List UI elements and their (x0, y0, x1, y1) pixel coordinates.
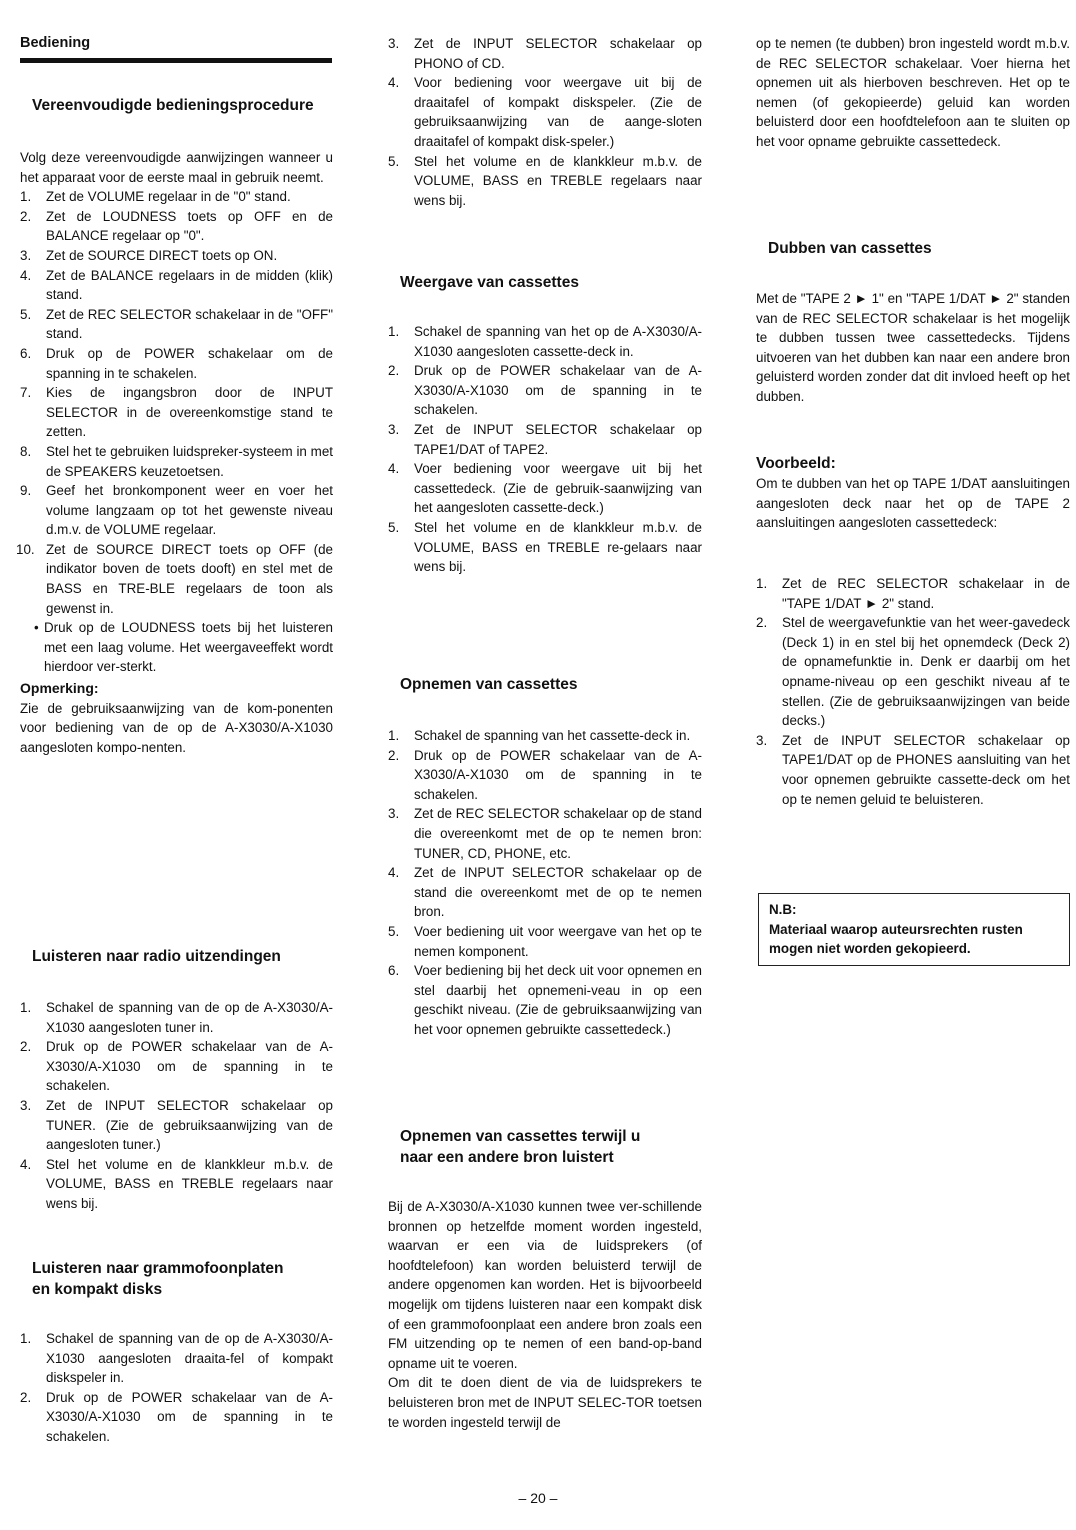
loudness-bullet-text: Druk op de LOUDNESS toets bij het luisteren met een laag volume. Het weergaveeffekt wordt hierdoor ver-sterkt. (44, 620, 333, 675)
dub-body (756, 289, 1070, 407)
example-label: Voorbeeld: (756, 455, 836, 472)
list-item-number: 3. (388, 806, 400, 822)
nb-box (758, 893, 1070, 966)
list-item-number: 3. (20, 247, 32, 263)
record-listen-body (388, 1197, 702, 1432)
list-item (388, 726, 702, 746)
list-item-text: Stel het volume en de klankkleur m.b.v. de VOLUME, BASS en TREBLE regelaars naar wens bij. (414, 153, 702, 208)
list-item-text: Zet de SOURCE DIRECT toets op ON. (46, 247, 278, 263)
list-item-number: 1. (388, 324, 400, 339)
list-item-text: Kies de ingangsbron door de INPUT SELECTOR in de overeenkomstige stand te zetten. (46, 385, 333, 440)
phono-cont-steps (388, 34, 702, 210)
page-number: – 20 – (518, 1490, 558, 1506)
list-item-number: 4. (20, 267, 32, 283)
list-item (20, 1155, 333, 1214)
list-item-number: 3. (388, 36, 400, 51)
list-item-number: 2. (388, 363, 400, 379)
list-item-text: Zet de SOURCE DIRECT toets op OFF (de indikator boven de toets dooft) en stel met de BASS en TRE-BLE regelaars de toon als gewenst in. (46, 541, 333, 616)
phono-body (20, 1329, 333, 1447)
list-item-number: 2. (388, 747, 400, 763)
list-item-text: Stel het volume en de klankkleur m.b.v. de VOLUME, BASS en TREBLE re-gelaars naar wens bij. (414, 519, 702, 575)
record-listen-cont-text: op te nemen (te dubben) bron ingesteld wordt m.b.v. de REC SELECTOR schakelaar. Voer hierna het opnemen uit als hierboven beschreven. Het op te nemen (of gekopieerde) geluid kan worden beluisterd door een hoofdtelefoon aan te sluiten op het voor opname gebruikte cassettedeck. (756, 36, 1070, 149)
playback-title: Weergave van cassettes (400, 274, 579, 291)
list-item-text: Zet de VOLUME regelaar in de "0" stand. (46, 189, 291, 205)
list-item-text: Zet de INPUT SELECTOR schakelaar op TUNER. (Zie de gebruiksaanwijzing van de aangesloten tuner.) (46, 1097, 333, 1153)
list-item-number: 2. (20, 208, 32, 224)
nb-label: N.B: (769, 902, 797, 917)
nb-text: Materiaal waarop auteursrechten rusten mogen niet worden gekopieerd. (769, 921, 1023, 957)
list-item-text: Voor bediening voor weergave uit bij de draaitafel of kompakt diskspeler. (Zie de gebruiksaanwijzing van de aange-sloten draaitafel of kompakt disk-speler.) (414, 75, 702, 149)
list-item-text: Stel het te gebruiken luidspreker-systeem in met de SPEAKERS keuzetoetsen. (46, 443, 333, 479)
list-item-text: Schakel de spanning van de op de A-X3030/A-X1030 aangesloten tuner in. (46, 1000, 333, 1035)
list-item (388, 34, 702, 73)
section-rule (20, 58, 332, 63)
list-item-text: Zet de LOUDNESS toets op OFF en de BALANCE regelaar op "0". (46, 208, 333, 244)
list-item-text: Voer bediening voor weergave uit bij het cassettedeck. (Zie de gebruik-saanwijzing van het aangesloten cassette-deck.) (414, 461, 702, 516)
note-text: Zie de gebruiksaanwijzing van de kom-ponenten voor bediening van de op de A-X3030/A-X1030 aangesloten kompo-nenten. (20, 700, 333, 755)
list-item-text: Schakel de spanning van het op de A-X3030/A-X1030 aangesloten cassette-deck in. (414, 324, 702, 359)
list-item (20, 1037, 333, 1096)
record-listen-title (400, 1126, 700, 1168)
list-item-number: 5. (388, 519, 400, 535)
phono-title (32, 1258, 332, 1300)
example-text: Om te dubben van het op TAPE 1/DAT aansluitingen aangesloten deck naar het op de TAPE 2 aansluitingen aangesloten cassettedeck: (756, 476, 1070, 531)
list-item-number: 6. (20, 345, 32, 361)
list-item (756, 574, 1070, 613)
list-item (388, 361, 702, 420)
list-item (388, 420, 702, 459)
phono-steps (20, 1329, 333, 1447)
list-item-text: Druk op de POWER schakelaar om de spanning in te schakelen. (46, 345, 333, 381)
list-item (20, 207, 333, 246)
phono-cont-body (388, 34, 702, 210)
list-item (20, 383, 333, 442)
list-item (20, 344, 333, 383)
list-item-text: Zet de REC SELECTOR schakelaar in de "TAPE 1/DAT ► 2" stand. (782, 576, 1070, 611)
simple-procedure-body (16, 148, 333, 757)
list-item (756, 613, 1070, 731)
radio-body (20, 998, 333, 1214)
list-item-text: Voer bediening bij het deck uit voor opnemen en stel daarbij het opnemeni-veau in op een geschikt niveau. (Zie de gebruiksaanwijzing van het voor opnemen gebruikte cassettedeck.) (414, 963, 702, 1037)
list-item-number: 3. (20, 1097, 32, 1113)
list-item-text: Stel de weergavefunktie van het weer-gavedeck (Deck 1) in en stel bij het opnemdeck (Deck 2) de opnamefunktie in. Denk er daarbij om het opname-niveau op een geschikt niveau af te stellen. (Zie de gebruiksaanwijzingen van beide decks.) (782, 615, 1070, 729)
list-item-number: 4. (388, 75, 400, 91)
list-item-text: Zet de BALANCE regelaars in de midden (klik) stand. (46, 267, 333, 303)
list-item-number: 6. (388, 963, 400, 979)
phono-title-line-1: Luisteren naar grammofoonplaten (32, 1260, 284, 1277)
dub-text: Met de "TAPE 2 ► 1" en "TAPE 1/DAT ► 2" standen van de REC SELECTOR schakelaar is het mogelijk te dubben tussen twee cassettedecks. Tijdens uitvoeren van het dubben kan naar een andere bron geluisterd worden zonder dat dit invloed heeft op het dubben. (756, 291, 1070, 404)
list-item-number: 1. (20, 1000, 32, 1015)
list-item-number: 2. (20, 1039, 32, 1055)
simple-procedure-steps (16, 187, 333, 618)
playback-body (388, 322, 702, 577)
radio-steps (20, 998, 333, 1214)
dub-steps-body (756, 574, 1070, 809)
list-item-text: Druk op de POWER schakelaar van de A-X3030/A-X1030 om de spanning in te schakelen. (414, 747, 702, 802)
record-listen-title-line-1: Opnemen van cassettes terwijl u (400, 1128, 641, 1145)
dub-title: Dubben van cassettes (768, 240, 932, 257)
list-item-number: 1. (388, 728, 400, 743)
list-item-number: 1. (20, 189, 32, 205)
list-item-text: Schakel de spanning van het cassette-deck in. (414, 728, 691, 743)
list-item (388, 518, 702, 577)
list-item-text: Zet de REC SELECTOR schakelaar in de "OFF" stand. (46, 306, 333, 342)
list-item-text: Schakel de spanning van de op de A-X3030/A-X1030 aangesloten draaita-fel of kompakt diskspeler in. (46, 1331, 333, 1386)
list-item (20, 481, 333, 540)
list-item-number: 4. (388, 865, 400, 881)
list-item (20, 1388, 333, 1447)
list-item-number: 5. (388, 923, 400, 939)
record-title: Opnemen van cassettes (400, 676, 578, 693)
list-item (20, 1329, 333, 1388)
list-item (388, 804, 702, 863)
note-label: Opmerking: (20, 680, 99, 697)
list-item-number: 1. (756, 576, 768, 591)
list-item (388, 322, 702, 361)
list-item-number: 5. (388, 153, 400, 169)
list-item-number: 4. (388, 461, 400, 477)
radio-title: Luisteren naar radio uitzendingen (32, 948, 281, 965)
simple-procedure-title: Vereenvoudigde bedieningsprocedure (32, 97, 314, 114)
list-item-text: Druk op de POWER schakelaar van de A-X3030/A-X1030 om de spanning in te schakelen. (46, 1389, 333, 1444)
list-item (20, 442, 333, 481)
list-item-number: 9. (20, 483, 32, 499)
list-item-number: 10. (16, 541, 35, 557)
list-item-text: Zet de REC SELECTOR schakelaar op de stand die overeenkomt met de op te nemen bron: TUNER, CD, PHONE, etc. (414, 806, 702, 861)
list-item-number: 2. (20, 1389, 32, 1405)
list-item (756, 731, 1070, 809)
list-item-number: 5. (20, 306, 32, 322)
list-item-number: 2. (756, 615, 768, 631)
list-item-number: 4. (20, 1156, 32, 1172)
list-item-text: Zet de INPUT SELECTOR schakelaar op TAPE1/DAT of TAPE2. (414, 421, 702, 457)
list-item (388, 961, 702, 1039)
example-block (756, 453, 1070, 533)
list-item (20, 187, 333, 207)
list-item (388, 73, 702, 151)
list-item-number: 3. (388, 421, 400, 437)
record-listen-cont (756, 34, 1070, 152)
playback-steps (388, 322, 702, 577)
list-item-text: Stel het volume en de klankkleur m.b.v. de VOLUME, BASS en TREBLE regelaars naar wens bij. (46, 1156, 333, 1211)
list-item (388, 459, 702, 518)
list-item-text: Zet de INPUT SELECTOR schakelaar op PHONO of CD. (414, 36, 702, 71)
record-listen-title-line-2: naar een andere bron luistert (400, 1149, 614, 1166)
list-item (388, 746, 702, 805)
record-body (388, 726, 702, 1040)
simple-procedure-intro: Volg deze vereenvoudigde aanwijzingen wanneer u het apparaat voor de eerste maal in gebruik neemt. (20, 150, 333, 185)
list-item-text: Geef het bronkomponent weer en voer het volume langzaam op tot het gewenste niveau d.m.v. de VOLUME regelaar. (46, 483, 333, 538)
dub-steps (756, 574, 1070, 809)
record-listen-text: Bij de A-X3030/A-X1030 kunnen twee ver-schillende bronnen op hetzelfde moment worden ingesteld, waarvan er een via de luidsprekers (of hoofdtelefoon) kan worden beluisterd terwijl de andere opgenomen kan worden. Het is bijvoorbeeld mogelijk om tijdens luisteren naar een kompakt disk of een grammofoonplaat een andere bron zoals een FM uitzending op te nemen of een band-op-band opname uit te voeren. (388, 1199, 702, 1371)
record-listen-text-2: Om dit te doen dient de via de luidsprekers te beluisteren bron met de INPUT SELEC-TOR toetsen te worden ingesteld terwijl de (388, 1375, 702, 1430)
list-item-text: Voer bediening uit voor weergave van het op te nemen komponent. (414, 923, 702, 959)
list-item-text: Zet de INPUT SELECTOR schakelaar op de stand die overeenkomt met de op te nemen bron. (414, 865, 702, 920)
list-item-text: Druk op de POWER schakelaar van de A-X3030/A-X1030 om de spanning in te schakelen. (46, 1039, 333, 1094)
list-item (388, 152, 702, 211)
list-item (20, 305, 333, 344)
list-item-text: Zet de INPUT SELECTOR schakelaar op TAPE1/DAT op de PHONES aansluiting van het voor opnemen gebruikte cassette-deck om het op te nemen geluid te beluisteren. (782, 732, 1070, 807)
section-label: Bediening (20, 35, 91, 51)
list-item (20, 998, 333, 1037)
list-item-number: 7. (20, 385, 32, 401)
list-item-number: 3. (756, 732, 768, 748)
loudness-bullet (20, 618, 333, 677)
record-steps (388, 726, 702, 1040)
phono-title-line-2: en kompakt disks (32, 1281, 163, 1298)
list-item (388, 922, 702, 961)
list-item (388, 863, 702, 922)
list-item (20, 1096, 333, 1155)
list-item (16, 540, 333, 618)
list-item-text: Druk op de POWER schakelaar van de A-X3030/A-X1030 om de spanning in te schakelen. (414, 363, 702, 418)
bullet-icon: • (34, 620, 39, 636)
list-item-number: 8. (20, 443, 32, 459)
list-item (20, 246, 333, 266)
list-item (20, 266, 333, 305)
list-item-number: 1. (20, 1331, 32, 1346)
